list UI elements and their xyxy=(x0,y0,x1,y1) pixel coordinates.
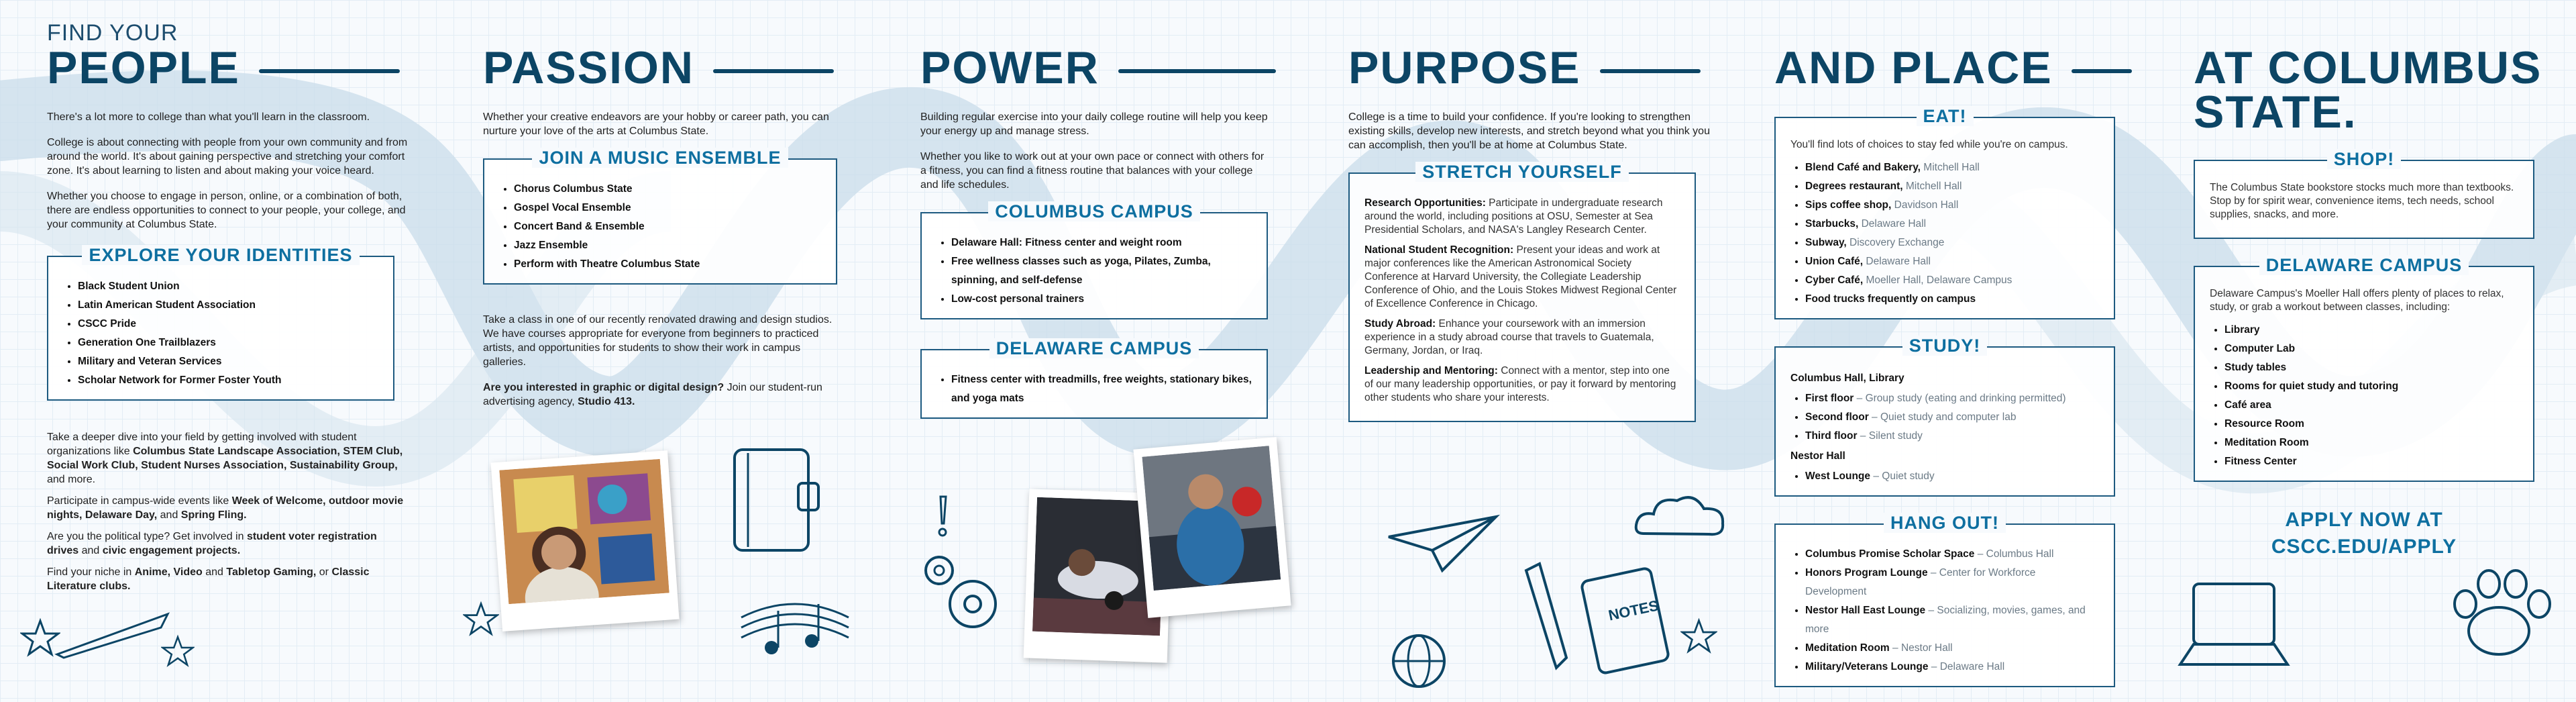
identity-item: • CSCC Pride xyxy=(78,315,378,334)
identity-item: • Military and Veteran Services xyxy=(78,352,378,371)
shop-box xyxy=(2194,149,2534,239)
hang-out-item: • Columbus Promise Scholar Space – Columbus Hall xyxy=(1805,545,2099,564)
study-item: • First floor – Group study (eating and drinking permitted) xyxy=(1805,389,2099,408)
heading-power: POWER xyxy=(920,46,1269,90)
photo-fitness-2-image xyxy=(1142,446,1281,591)
apply-line-1: APPLY NOW AT xyxy=(2285,509,2443,531)
notes-icon xyxy=(1576,564,1677,678)
photo-student-art xyxy=(491,450,680,632)
kicker-find-your: FIND YOUR xyxy=(47,20,178,46)
eat-list xyxy=(1790,158,2099,309)
identities-box-title: EXPLORE YOUR IDENTITIES xyxy=(82,245,359,265)
cloud-icon xyxy=(1630,490,1731,544)
ensemble-item: • Concert Band & Ensemble xyxy=(514,217,821,236)
star-icon xyxy=(463,601,499,637)
panel-passion xyxy=(483,20,845,420)
people-intro: There's a lot more to college than what you'll learn in the classroom. xyxy=(47,111,370,123)
study-box xyxy=(1774,336,2115,497)
laptop-icon xyxy=(2174,577,2294,678)
panel-people xyxy=(47,20,409,605)
heading-state: STATE. xyxy=(2194,87,2357,138)
heading-at-columbus: AT COLUMBUS xyxy=(2194,42,2542,93)
ensembles-list xyxy=(499,180,821,274)
fitness-item: • Low-cost personal trainers xyxy=(951,290,1252,309)
fitness-item: • Free wellness classes such as yoga, Pilates, Zumba, spinning, and self-defense xyxy=(951,252,1252,290)
ensemble-item: • Perform with Theatre Columbus State xyxy=(514,255,821,274)
eat-item: • Cyber Café, Moeller Hall, Delaware Campus xyxy=(1805,271,2099,290)
identity-item: • Black Student Union xyxy=(78,277,378,296)
delaware-amenity-item: • Fitness Center xyxy=(2224,452,2518,471)
music-ensemble-box xyxy=(483,148,837,285)
panel-power xyxy=(920,20,1269,419)
hang-out-box xyxy=(1774,513,2115,687)
stretch-yourself-box xyxy=(1348,162,1696,422)
eat-item: • Food trucks frequently on campus xyxy=(1805,290,2099,309)
study-item: • Third floor – Silent study xyxy=(1805,427,2099,446)
stretch-yourself-title: STRETCH YOURSELF xyxy=(1415,162,1629,182)
eat-item: • Union Café, Delaware Hall xyxy=(1805,252,2099,271)
power-delaware-list xyxy=(936,370,1252,408)
apply-now[interactable] xyxy=(2194,507,2534,560)
heading-purpose: PURPOSE xyxy=(1348,46,1711,90)
study-list-nestor xyxy=(1790,467,2099,486)
people-niche: Find your niche in Anime, Video and Tabletop Gaming, or Classic Literature clubs. xyxy=(47,566,370,592)
paper-plane-icon xyxy=(1382,510,1503,577)
power-delaware-box xyxy=(920,338,1268,419)
identity-item: • Scholar Network for Former Foster Youth xyxy=(78,371,378,390)
paw-icon xyxy=(2442,564,2556,664)
identities-list xyxy=(63,277,378,390)
eat-title: EAT! xyxy=(1917,106,1974,126)
eat-item: • Starbucks, Delaware Hall xyxy=(1805,215,2099,234)
eat-item: • Subway, Discovery Exchange xyxy=(1805,234,2099,252)
eat-item: • Degrees restaurant, Mitchell Hall xyxy=(1805,177,2099,196)
people-paragraph-2: College is about connecting with people from your own community and from around the world. It's about gaining perspective and stretching your comfort zone. It's about learning to listen and about making your voice heard. xyxy=(47,137,408,177)
power-paragraph-2: Whether you like to work out at your own pace or connect with others for a fitness, you can find a fitness routine that balances with your college and life schedules. xyxy=(920,151,1265,191)
heading-rule xyxy=(713,69,834,73)
study-nestor-hall: Nestor Hall xyxy=(1790,450,1845,462)
stretch-item: Research Opportunities: Participate in undergraduate research around the world, including positions at OSU, Semester at Sea Presidential Scholars, and NASA's Langley Research Center. xyxy=(1364,197,1663,236)
study-title: STUDY! xyxy=(1902,336,1988,356)
music-notes-icon xyxy=(738,591,852,664)
delaware-amenity-item: • Meditation Room xyxy=(2224,434,2518,452)
delaware-campus-title: DELAWARE CAMPUS xyxy=(2259,255,2469,275)
delaware-amenity-item: • Library xyxy=(2224,321,2518,340)
people-paragraph-3: Whether you choose to engage in person, online, or a combination of both, there are endless opportunities to connect to your people, your college, and your community at Columbus State. xyxy=(47,191,406,230)
ensemble-item: • Gospel Vocal Ensemble xyxy=(514,199,821,217)
heading-people: PEOPLE xyxy=(47,46,409,90)
eat-item: • Sips coffee shop, Davidson Hall xyxy=(1805,196,2099,215)
hang-out-item: • Honors Program Lounge – Center for Workforce Development xyxy=(1805,564,2099,601)
passion-paragraph-2: Take a class in one of our recently renovated drawing and design studios. We have courses appropriate for everyone from beginners to practiced artists, and opportunities for students to show their work in campus galleries. xyxy=(483,314,833,368)
passion-intro: Whether your creative endeavors are your hobby or career path, you can nurture your love of the arts at Columbus State. xyxy=(483,111,829,137)
gear-icon xyxy=(912,544,1006,638)
fitness-item: • Fitness center with treadmills, free weights, stationary bikes, and yoga mats xyxy=(951,370,1252,408)
photo-art-image xyxy=(499,459,669,604)
panel-columbus-state xyxy=(2194,20,2542,482)
ensemble-item: • Chorus Columbus State xyxy=(514,180,821,199)
star-icon xyxy=(161,634,195,668)
pennant-icon xyxy=(54,607,174,661)
shop-text: The Columbus State bookstore stocks much more than textbooks. Stop by for spirit wear, convenience items, tech needs, school supplies, snacks, and more. xyxy=(2210,182,2514,220)
heading-rule xyxy=(1118,69,1276,73)
delaware-campus-box xyxy=(2194,255,2534,482)
eat-intro: You'll find lots of choices to stay fed while you're on campus. xyxy=(1790,139,2068,150)
apply-url[interactable]: CSCC.EDU/APPLY xyxy=(2271,536,2457,558)
stretch-item: Study Abroad: Enhance your coursework with an immersion experience in a study abroad course that travels to Guatemala, Germany, Jordan, or Iraq. xyxy=(1364,318,1654,356)
heading-and-place: AND PLACE xyxy=(1774,46,2137,90)
passion-design: Are you interested in graphic or digital design? Join our student-run advertising agency, Studio 413. xyxy=(483,382,822,407)
pencil-icon xyxy=(1516,557,1570,671)
power-columbus-box xyxy=(920,201,1268,319)
hang-out-title: HANG OUT! xyxy=(1884,513,2006,533)
identity-item: • Generation One Trailblazers xyxy=(78,334,378,352)
study-item: • West Lounge – Quiet study xyxy=(1805,467,2099,486)
delaware-amenity-item: • Study tables xyxy=(2224,358,2518,377)
hang-list xyxy=(1790,545,2099,676)
heading-rule xyxy=(1600,69,1701,73)
delaware-campus-intro: Delaware Campus's Moeller Hall offers plenty of places to relax, study, or grab a workout between classes, including: xyxy=(2210,288,2504,313)
people-political: Are you the political type? Get involved in student voter registration drives and civic engagement projects. xyxy=(47,531,377,556)
purpose-intro: College is a time to build your confidence. If you're looking to strengthen existing skills, develop new interests, and stretch beyond what you think you can accomplish, then you'll be at home at Columbus State. xyxy=(1348,111,1710,151)
study-columbus-hall: Columbus Hall, Library xyxy=(1790,372,1904,384)
svg-text:NOTES: NOTES xyxy=(1607,597,1660,624)
heading-rule xyxy=(2072,69,2132,73)
panel-place xyxy=(1774,20,2137,687)
eat-item: • Blend Café and Bakery, Mitchell Hall xyxy=(1805,158,2099,177)
people-deeper: Take a deeper dive into your field by getting involved with student organizations like Columbus State Landscape Association, STEM Club, Social Work Club, Student Nurses Association, Sustainability Group, and more. xyxy=(47,432,403,485)
identity-item: • Latin American Student Association xyxy=(78,296,378,315)
delaware-amenity-item: • Rooms for quiet study and tutoring xyxy=(2224,377,2518,396)
stretch-item: National Student Recognition: Present your ideas and work at major conferences like the American Astronomical Society Conference at Harvard University, the Collegiate Leadership Conference of Ohio, and the Louis Stokes Midwest Regional Center of Excellence Conference in Chicago. xyxy=(1364,244,1677,309)
delaware-amenity-item: • Computer Lab xyxy=(2224,340,2518,358)
hang-out-item: • Meditation Room – Nestor Hall xyxy=(1805,639,2099,658)
panel-purpose xyxy=(1348,20,1711,422)
globe-icon xyxy=(1389,631,1449,691)
study-list-columbus xyxy=(1790,389,2099,446)
power-intro: Building regular exercise into your daily college routine will help you keep your energy up and manage stress. xyxy=(920,111,1268,137)
photo-fitness-2 xyxy=(1133,437,1291,618)
delaware-amenity-item: • Resource Room xyxy=(2224,415,2518,434)
power-columbus-title: COLUMBUS CAMPUS xyxy=(988,201,1200,221)
delaware-campus-list xyxy=(2210,321,2518,471)
heading-passion: PASSION xyxy=(483,46,845,90)
identities-box xyxy=(47,245,394,401)
star-icon xyxy=(1680,617,1717,654)
eat-box xyxy=(1774,106,2115,319)
notebook-icon xyxy=(724,443,825,564)
hang-out-item: • Nestor Hall East Lounge – Socializing, movies, games, and more xyxy=(1805,601,2099,639)
heading-rule xyxy=(259,69,400,73)
delaware-amenity-item: • Café area xyxy=(2224,396,2518,415)
hang-out-item: • Military/Veterans Lounge – Delaware Hall xyxy=(1805,658,2099,676)
fitness-item: • Delaware Hall: Fitness center and weight room xyxy=(951,234,1252,252)
stretch-item: Leadership and Mentoring: Connect with a mentor, step into one of our many leadership opportunities, or pay it forward by mentoring other students who share your interests. xyxy=(1364,365,1676,403)
ensemble-item: • Jazz Ensemble xyxy=(514,236,821,255)
stretch-list xyxy=(1364,197,1680,405)
power-columbus-list xyxy=(936,234,1252,309)
power-delaware-title: DELAWARE CAMPUS xyxy=(989,338,1199,358)
music-ensemble-title: JOIN A MUSIC ENSEMBLE xyxy=(532,148,788,168)
people-events: Participate in campus-wide events like Week of Welcome, outdoor movie nights, Delaware Day, and Spring Fling. xyxy=(47,495,404,521)
study-item: • Second floor – Quiet study and computer lab xyxy=(1805,408,2099,427)
shop-title: SHOP! xyxy=(2327,149,2402,169)
exclamation-icon xyxy=(932,493,953,540)
